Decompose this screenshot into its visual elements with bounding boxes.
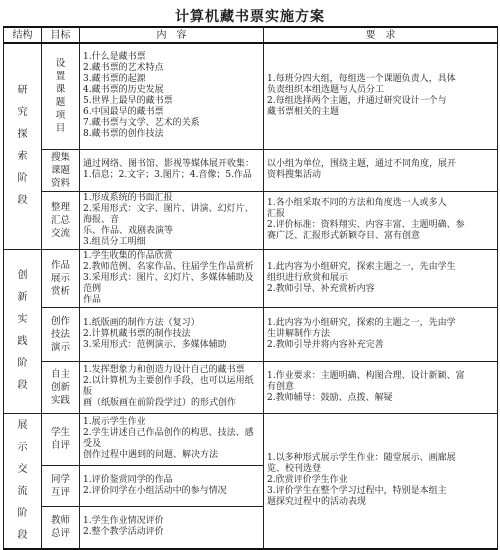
cell-text-line: 负责组织本组选题与人员分工 xyxy=(267,85,385,96)
cell-text-line: 有创意 xyxy=(267,381,295,392)
content-cell xyxy=(80,43,264,149)
table-row xyxy=(4,43,498,149)
cell-text-line: 1.此内容为小组研究，探索主题之一，先由学生 xyxy=(267,261,456,272)
cell-text-line: 2.教师范例、名家作品、往届学生作品赏析 xyxy=(83,261,254,272)
content-cell xyxy=(80,307,264,361)
cell-text-line: 3.采用形式：范例演示、多媒体辅助 xyxy=(83,339,227,350)
cell-text-line: 教师 xyxy=(50,515,70,527)
table-row xyxy=(4,361,498,413)
cell-text-line: 1.展示学生作业 xyxy=(83,417,146,428)
cell-text-line: 示 xyxy=(17,441,28,453)
cell-text-line: 2.学生讲述自己作品创作的构思、技法、感受及 xyxy=(83,428,254,450)
cell-text-line: 整理 xyxy=(50,201,70,213)
cell-text-line: 1.学生作业情况评价 xyxy=(83,516,164,527)
cell-text-line: 2.教师引导、补充赏析内容 xyxy=(267,283,375,294)
cell-text-line: 创作过程中遇到的问题、解决方法 xyxy=(83,450,219,461)
goal-cell xyxy=(42,361,80,413)
cell-text-line: 1.什么是藏书票 xyxy=(83,52,146,63)
cell-text-line: 创新 xyxy=(50,381,70,393)
goal-cell xyxy=(42,43,80,149)
requirement-cell xyxy=(264,149,498,191)
cell-text-line: 作品 xyxy=(50,259,70,271)
cell-text-line: 阶 xyxy=(17,507,28,519)
cell-text-line: 1.作业要求：主题明确、构图合理、设计新颖、富 xyxy=(267,370,465,381)
cell-text-line: 赛广泛、汇报形式新颖夺目、富有创意 xyxy=(267,231,421,241)
cell-text-line: 3.藏书票的起源 xyxy=(83,74,146,85)
requirement-cell xyxy=(264,307,498,361)
cell-text-line: 2.评价标准：资料翔实、内容丰富、主题明确、参 xyxy=(267,220,465,230)
cell-text-line: 藏书票相关的主题 xyxy=(267,107,340,118)
cell-text-line: 7.藏书票与文学、艺术的关系 xyxy=(83,118,200,129)
requirement-cell xyxy=(264,361,498,413)
cell-text-line: 5.世界上最早的藏书票 xyxy=(83,96,173,107)
cell-text-line: 4.藏书票的历史发展 xyxy=(83,85,164,96)
cell-text-line: 总评 xyxy=(50,528,70,540)
cell-text-line: 乐、作品、戏剧表演等 xyxy=(83,225,174,236)
cell-text-line: 1.形成系统的书面汇报 xyxy=(83,192,173,203)
header-structure: 结构 xyxy=(4,27,42,43)
cell-text-line: 课 xyxy=(55,84,66,96)
cell-text-line: 生讲解制作方法 xyxy=(267,328,331,339)
cell-text-line: 1.学生收集的作品欣赏 xyxy=(83,250,173,261)
cell-text-line: 1.此内容为小组研究，探索的主题之一，先由学 xyxy=(267,317,456,328)
cell-text-line: 3.采用形式：图片、幻灯片、多媒体辅助及范例 xyxy=(83,272,254,294)
header-row xyxy=(4,27,498,43)
goal-cell xyxy=(42,413,80,465)
cell-text-line: 自评 xyxy=(50,440,70,452)
cell-text-line: 2.计算机藏书票的制作技法 xyxy=(83,328,191,339)
content-cell xyxy=(80,413,264,465)
cell-text-line: 段 xyxy=(17,529,28,541)
cell-text-line: 设 xyxy=(55,58,66,70)
cell-text-line: 1.以多种形式展示学生作业：随堂展示、画廊展 xyxy=(267,453,456,463)
requirement-cell-shared xyxy=(264,413,498,549)
cell-text-line: 2.以计算机为主要创作手段，也可以运用纸版 xyxy=(83,376,254,397)
cell-text-line: 目 xyxy=(55,123,66,135)
requirement-cell xyxy=(264,249,498,307)
cell-text-line: 践 xyxy=(17,336,28,347)
cell-text-line: 置 xyxy=(55,71,66,83)
content-cell xyxy=(80,465,264,507)
cell-text-line: 8.藏书票的创作技法 xyxy=(83,129,164,140)
content-cell xyxy=(80,249,264,307)
header-requirement: 要 求 xyxy=(264,27,498,43)
cell-text-line: 1.评价鉴赏同学的作品 xyxy=(83,475,173,486)
cell-text-line: 2.评价同学在小组活动中的参与情况 xyxy=(83,486,227,497)
header-content: 内 容 xyxy=(80,27,264,43)
cell-text-line: 组织进行欣赏和展示 xyxy=(267,272,349,283)
cell-text-line: 阶 xyxy=(17,358,28,369)
goal-cell xyxy=(42,149,80,191)
cell-text-line: 览、校刊选登 xyxy=(267,464,322,474)
cell-text-line: 汇报 xyxy=(267,209,286,219)
cell-text-line: 演示 xyxy=(50,341,70,353)
cell-text-line: 段 xyxy=(17,380,28,391)
cell-text-line: 3.组员分工明细 xyxy=(83,236,146,247)
cell-text-line: 2.整个教学活动评价 xyxy=(83,527,164,538)
cell-text-line: 画（纸版画在前阶段学过）的形式创作 xyxy=(83,398,237,408)
cell-text-line: 课题 xyxy=(50,164,70,176)
goal-cell xyxy=(42,307,80,361)
content-cell xyxy=(80,361,264,413)
plan-table xyxy=(3,26,498,550)
cell-text-line: 题探究过程中的活动表现 xyxy=(267,497,367,507)
cell-text-line: 互评 xyxy=(50,487,70,499)
cell-text-line: 汇总 xyxy=(50,214,70,226)
cell-text-line: 1.各小组采取不同的方法和角度选一人或多人 xyxy=(267,198,447,208)
cell-text-line: 同学 xyxy=(50,474,70,486)
cell-text-line: 1.每班分四大组，每组选一个课题负责人，具体 xyxy=(267,74,456,85)
cell-text-line: 2.每组选择两个主题，并通过研究设计一个与 xyxy=(267,96,447,107)
goal-cell xyxy=(42,465,80,507)
cell-text-line: 1.发挥想象力和创造力设计自己的藏书票 xyxy=(83,365,245,375)
cell-text-line: 题 xyxy=(55,97,66,109)
cell-text-line: 1.信息；2.文字；3.图片；4.音像；5.作品 xyxy=(83,170,252,180)
cell-text-line: 创 xyxy=(17,270,28,281)
cell-text-line: 流 xyxy=(17,485,28,497)
cell-text-line: 3.评价学生在整个学习过程中，特别是本组主 xyxy=(267,486,447,496)
cell-text-line: 展 xyxy=(17,419,28,431)
cell-text-line: 展示 xyxy=(50,272,70,284)
cell-text-line: 学生 xyxy=(50,427,70,439)
cell-text-line: 2.教师辅导：鼓励、点拨、解疑 xyxy=(267,392,393,403)
cell-text-line: 新 xyxy=(17,292,28,303)
cell-text-line: 资料 xyxy=(50,177,70,189)
cell-text-line: 自主 xyxy=(50,368,70,380)
goal-cell xyxy=(42,191,80,249)
cell-text-line: 技法 xyxy=(50,328,70,340)
cell-text-line: 2.教师引导并将内容补充完善 xyxy=(267,339,384,350)
table-row xyxy=(4,191,498,249)
cell-text-line: 项 xyxy=(55,110,66,122)
phase-label-research: 研 究 探 索 阶 段 xyxy=(4,43,42,249)
cell-text-line: 通过网络、图书馆、影视等媒体展开收集： xyxy=(83,159,255,169)
phase-label-practice xyxy=(4,249,42,413)
cell-text-line: 以小组为单位，围绕主题，通过不同角度，展开 xyxy=(267,159,457,169)
content-cell xyxy=(80,191,264,249)
cell-text-line: 6.中国最早的藏书票 xyxy=(83,107,164,118)
cell-text-line: 实践 xyxy=(50,394,70,406)
table-row xyxy=(4,249,498,307)
requirement-cell xyxy=(264,43,498,149)
goal-cell xyxy=(42,249,80,307)
cell-text-line: 赏析 xyxy=(50,285,70,297)
phase-label-showcase xyxy=(4,413,42,549)
content-cell xyxy=(80,507,264,549)
cell-text-line: 作品 xyxy=(83,294,102,305)
cell-text-line: 2.欣赏评价学生作业 xyxy=(267,475,348,485)
goal-cell xyxy=(42,507,80,549)
page-title: 计算机藏书票实施方案 xyxy=(175,9,325,25)
table-row xyxy=(4,307,498,361)
table-row xyxy=(4,149,498,191)
content-cell xyxy=(80,149,264,191)
cell-text-line: 资料搜集活动 xyxy=(267,170,322,180)
requirement-cell xyxy=(264,191,498,249)
cell-text-line: 实 xyxy=(17,314,28,325)
cell-text-line: 2.藏书票的艺术特点 xyxy=(83,63,164,74)
cell-text-line: 创作 xyxy=(50,315,70,327)
header-goal: 目标 xyxy=(42,27,80,43)
table-row xyxy=(4,413,498,465)
cell-text-line: 交 xyxy=(17,463,28,475)
cell-text-line: 2.采用形式：文字、图片、讲演、幻灯片、海报、音 xyxy=(83,203,254,225)
cell-text-line: 交流 xyxy=(50,227,70,239)
cell-text-line: 搜集 xyxy=(50,151,70,163)
cell-text-line: 1.纸版画的制作方法（复习） xyxy=(83,317,200,328)
